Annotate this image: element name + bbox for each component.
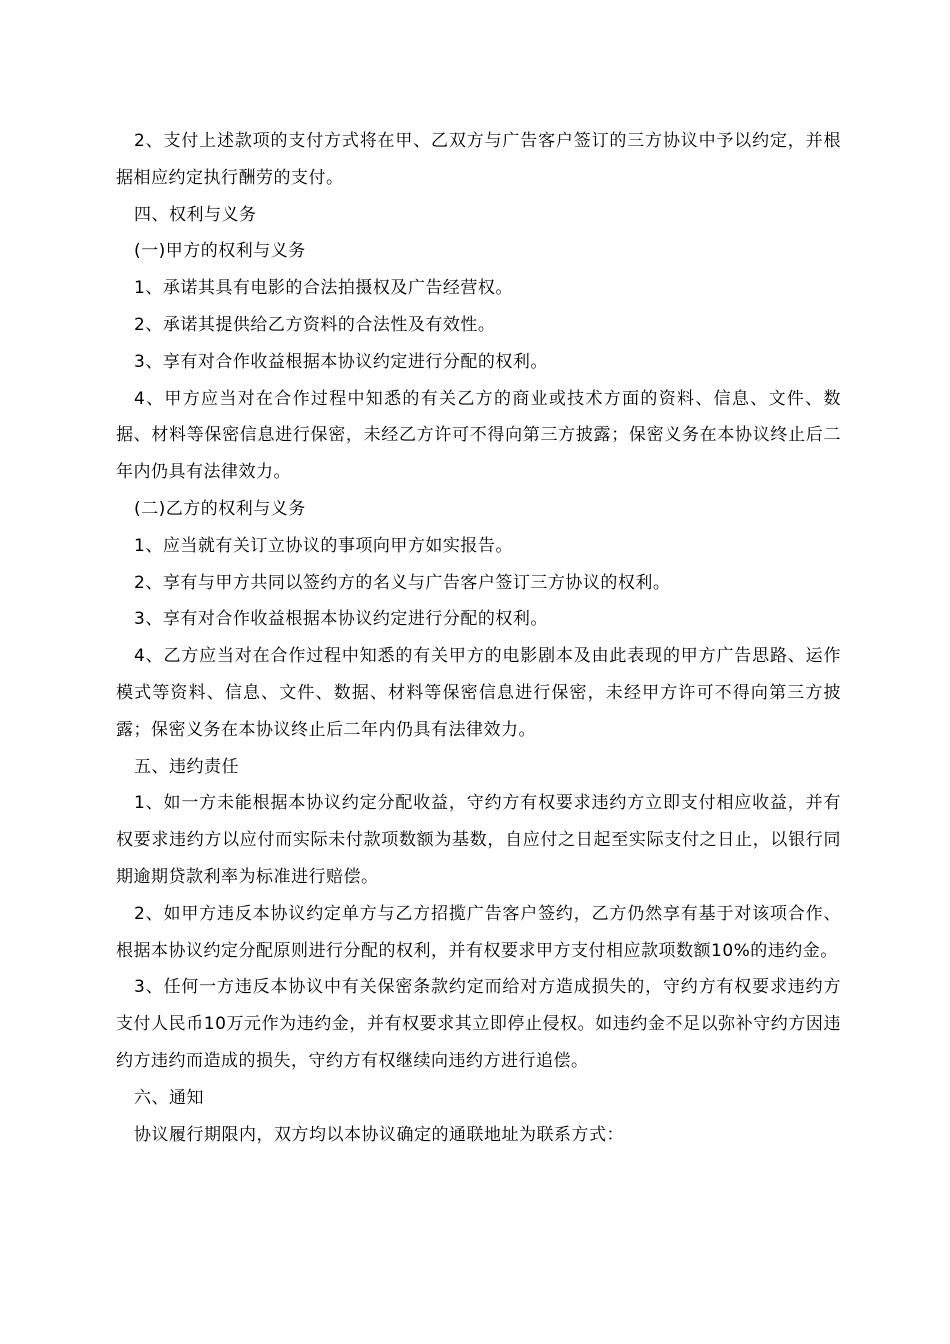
- party-b-clause-2: 2、享有与甲方共同以签约方的名义与广告客户签订三方协议的权利。: [134, 572, 671, 593]
- party-a-clause-2: 2、承诺其提供给乙方资料的合法性及有效性。: [134, 314, 496, 335]
- party-b-clause-1: 1、应当就有关订立协议的事项向甲方如实报告。: [134, 535, 513, 556]
- party-b-clause-4: 4、乙方应当对在合作过程中知悉的有关甲方的电影剧本及由此表现的甲方广告思路、运作模式等资料、信息、文件、数据、材料等保密信息进行保密，未经甲方许可不得向第三方披露；保密义务在本协议终止后二年内仍具有法律效力。: [116, 646, 841, 740]
- breach-clause-3: 3、任何一方违反本协议中有关保密条款约定而给对方造成损失的，守约方有权要求违约方支付人民币10万元作为违约金，并有权要求其立即停止侵权。如违约金不足以弥补守约方因违约方违约而造成的损失，守约方有权继续向违约方进行追偿。: [116, 977, 841, 1071]
- party-a-clause-1: 1、承诺其具有电影的合法拍摄权及广告经营权。: [134, 278, 513, 299]
- subsection-heading-party-b: (二)乙方的权利与义务: [134, 498, 306, 519]
- breach-clause-2: 2、如甲方违反本协议约定单方与乙方招揽广告客户签约，乙方仍然享有基于对该项合作、根据本协议约定分配原则进行分配的权利，并有权要求甲方支付相应款项数额10%的违约金。: [116, 903, 841, 961]
- section-heading-notice: 六、通知: [134, 1087, 204, 1108]
- clause-payment-method: 2、支付上述款项的支付方式将在甲、乙双方与广告客户签订的三方协议中予以约定，并根据相应约定执行酬劳的支付。: [116, 131, 841, 188]
- notice-clause: 协议履行期限内，双方均以本协议确定的通联地址为联系方式：: [134, 1124, 624, 1145]
- party-b-clause-3: 3、享有对合作收益根据本协议约定进行分配的权利。: [134, 609, 548, 630]
- party-a-clause-4: 4、甲方应当对在合作过程中知悉的有关乙方的商业或技术方面的资料、信息、文件、数据、材料等保密信息进行保密，未经乙方许可不得向第三方披露；保密义务在本协议终止后二年内仍具有法律效力。: [116, 388, 841, 483]
- breach-clause-1: 1、如一方未能根据本协议约定分配收益，守约方有权要求违约方立即支付相应收益，并有权要求违约方以应付而实际未付款项数额为基数，自应付之日起至实际支付之日止，以银行同期逾期贷款利率为标准进行赔偿。: [116, 793, 841, 887]
- section-heading-breach-liability: 五、违约责任: [134, 756, 239, 777]
- party-a-clause-3: 3、享有对合作收益根据本协议约定进行分配的权利。: [134, 351, 548, 372]
- document-body: [116, 123, 841, 1153]
- subsection-heading-party-a: (一)甲方的权利与义务: [134, 241, 306, 262]
- section-heading-rights-obligations: 四、权利与义务: [134, 204, 257, 225]
